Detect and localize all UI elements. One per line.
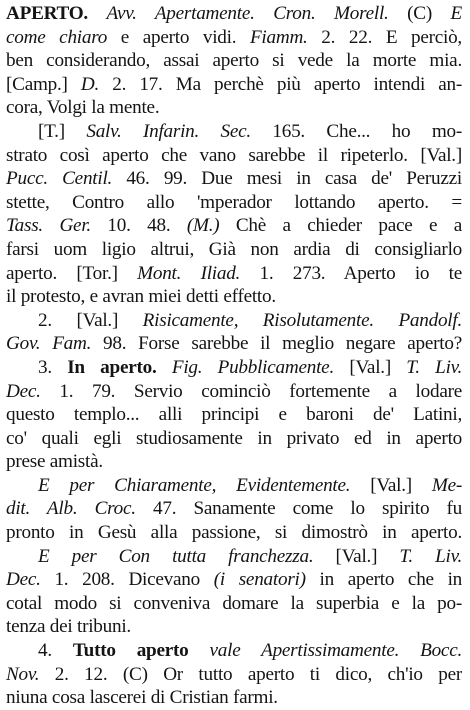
italic-run: Dec.	[6, 380, 41, 402]
text-run: in aperto che in	[305, 569, 462, 591]
italic-run: Pucc. Centil.	[6, 168, 113, 190]
italic-run: (M.)	[186, 215, 220, 237]
text-run: 4.	[38, 640, 73, 662]
text-line	[6, 427, 462, 451]
text-line	[6, 309, 462, 333]
text-line	[6, 356, 462, 380]
text-line	[6, 191, 462, 215]
text-line	[6, 615, 462, 639]
italic-run: Gov. Fam.	[6, 333, 92, 355]
text-run: farsi uom ligio altrui, Già non ardia di consigliarlo	[6, 238, 462, 260]
text-run: 98. Forse sarebbe il meglio negare aperto?	[91, 333, 462, 355]
italic-run: vale Apertissimamente. Bocc.	[209, 640, 462, 662]
text-line	[6, 521, 462, 545]
text-line	[6, 144, 462, 168]
italic-run: Tass. Ger.	[6, 215, 91, 237]
text-run: [Val.]	[334, 356, 407, 378]
text-run: 2. 22. E perciò,	[307, 26, 462, 48]
italic-run: E	[450, 3, 462, 24]
text-run: 47. Sanamente come lo spirito fu	[135, 498, 462, 520]
italic-run: Mont. Iliad.	[137, 262, 241, 284]
text-line	[6, 450, 462, 474]
text-run: prese amistà.	[6, 451, 103, 473]
text-line	[6, 167, 462, 191]
text-line	[6, 238, 462, 262]
text-line	[6, 214, 462, 238]
text-run: niuna cosa lascerei di Cristian farmi.	[6, 687, 278, 709]
text-run: [Val.]	[350, 474, 432, 496]
text-line	[6, 474, 462, 498]
italic-run: Fig. Pubblicamente.	[171, 356, 334, 378]
text-run: 2. 17. Ma perchè più aperto intendi an-	[99, 73, 462, 95]
text-run: 2. [Val.]	[38, 309, 143, 331]
bold-run: Tutto aperto	[72, 640, 189, 662]
italic-run: D.	[80, 73, 100, 95]
text-run: [T.]	[38, 120, 87, 142]
text-run	[189, 640, 210, 661]
italic-run: come chiaro	[6, 26, 108, 48]
text-run: ben considerando, assai aperto si vede la morte mia.	[6, 50, 462, 72]
text-line	[6, 2, 462, 26]
italic-run: dit. Alb. Croc.	[6, 498, 136, 520]
text-run: pronto in Gesù alla passione, si dimostrò in aperto.	[6, 522, 462, 544]
text-line	[6, 497, 462, 521]
text-run: stette, Contro allo 'mperador lottando aperto. =	[6, 191, 462, 213]
text-run: 3.	[38, 356, 68, 378]
text-run: 2. 12. (C) Or tutto aperto ti dico, ch'io per	[39, 663, 462, 685]
text-line	[6, 663, 462, 687]
text-run: Chè a chieder pace e a	[219, 215, 462, 237]
text-line	[6, 49, 462, 73]
text-line	[6, 592, 462, 616]
italic-run: E per Con tutta franchezza.	[38, 545, 314, 567]
text-run: il protesto, e avran miei detti effetto.	[6, 286, 276, 308]
bold-run: APERTO.	[6, 3, 88, 24]
text-run: strato così aperto che vano sarebbe il ripeterlo. [Val.]	[6, 144, 462, 166]
text-line	[6, 380, 462, 404]
text-run: e aperto vidi.	[107, 26, 250, 48]
italic-run: (i senatori)	[213, 569, 306, 591]
text-run: cotal modo si conveniva domare la superbia e la po-	[6, 592, 462, 614]
text-run: 46. 99. Due mesi in casa de' Peruzzi	[112, 168, 462, 190]
text-run: aperto. [Tor.]	[6, 262, 138, 284]
italic-run: Nov.	[6, 663, 40, 685]
text-line	[6, 332, 462, 356]
italic-run: Salv. Infarin. Sec.	[86, 120, 251, 142]
text-run: tenza dei tribuni.	[6, 616, 131, 638]
italic-run: Dec.	[6, 569, 41, 591]
text-run: questo templo... alli principi e baroni de' Latini,	[6, 404, 462, 426]
italic-run: T. Liv.	[406, 356, 462, 378]
bold-run: In aperto.	[67, 356, 157, 378]
text-run: 10. 48.	[90, 215, 187, 237]
text-run: 1. 79. Servio cominciò fortemente a lodare	[40, 380, 462, 402]
text-run: 1. 208. Dicevano	[40, 569, 214, 591]
text-line	[6, 73, 462, 97]
text-run	[157, 357, 172, 378]
text-line	[6, 686, 462, 710]
italic-run: Risicamente, Risolutamente. Pandolf.	[142, 309, 462, 331]
italic-run: Fiamm.	[249, 26, 308, 48]
text-run: [Camp.]	[6, 73, 81, 95]
text-line	[6, 403, 462, 427]
text-line	[6, 26, 462, 50]
text-line	[6, 96, 462, 120]
text-run: 1. 273. Aperto io te	[240, 262, 462, 284]
italic-run: Avv. Apertamente. Cron. Morell.	[106, 3, 389, 24]
text-line	[6, 568, 462, 592]
text-line	[6, 545, 462, 569]
text-line	[6, 120, 462, 144]
text-line	[6, 262, 462, 286]
text-run: cora, Volgi la mente.	[6, 97, 160, 119]
text-line	[6, 639, 462, 663]
text-line	[6, 285, 462, 309]
text-run	[88, 3, 107, 24]
text-run: [Val.]	[313, 545, 400, 567]
italic-run: Me-	[431, 474, 462, 496]
text-run: (C)	[388, 3, 451, 24]
italic-run: T. Liv.	[399, 545, 462, 567]
text-run: co' quali egli studiosamente in privato ed in aperto	[6, 427, 462, 449]
text-run: 165. Che... ho mo-	[250, 120, 462, 142]
italic-run: E per Chiaramente, Evidentemente.	[38, 474, 351, 496]
